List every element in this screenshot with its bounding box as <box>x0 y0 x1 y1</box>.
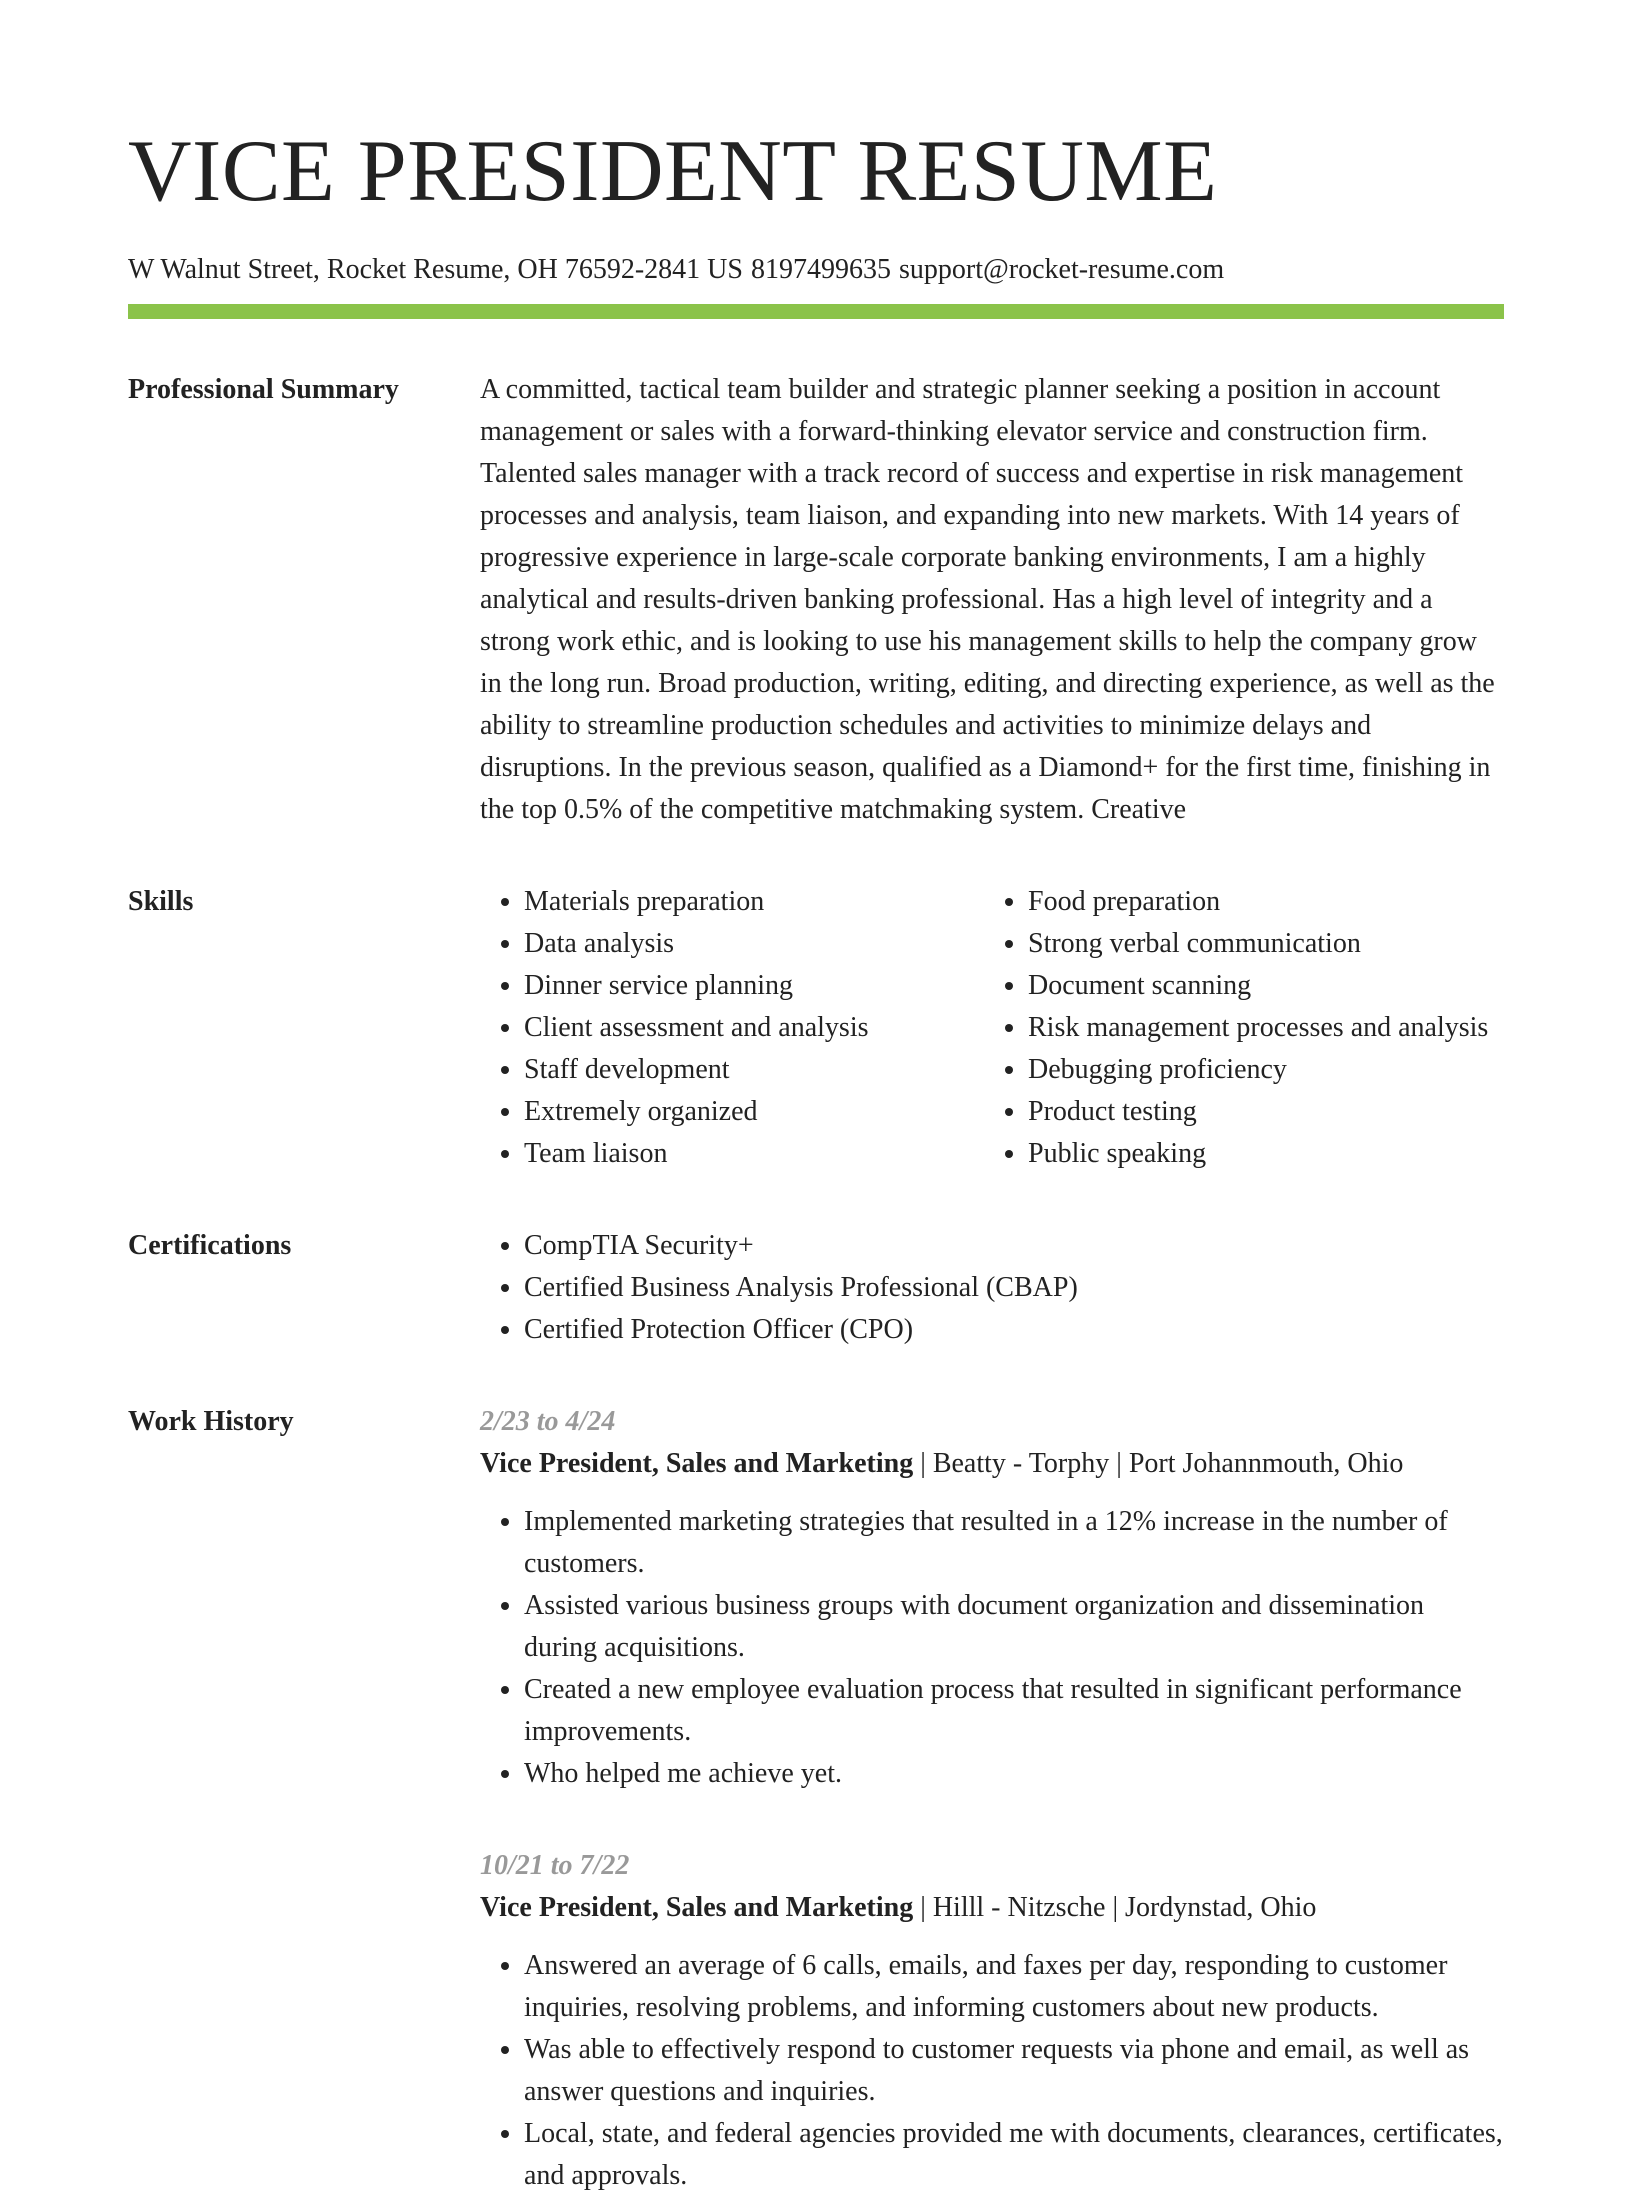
job-dates: 2/23 to 4/24 <box>480 1406 616 1437</box>
resume-page <box>128 0 1504 2197</box>
skill-item: • Team liaison <box>524 1133 984 1175</box>
skill-item: • Document scanning <box>1028 965 1504 1007</box>
job-entry <box>480 1845 1504 2197</box>
skills-list-right <box>984 881 1504 1175</box>
summary-section <box>128 369 1504 831</box>
skill-item: • Debugging proficiency <box>1028 1049 1504 1091</box>
skill-item: • Food preparation <box>1028 881 1504 923</box>
job-bullet: • Was able to effectively respond to customer requests via phone and email, as well as answer questions and inquiries. <box>524 2029 1504 2113</box>
separator: | <box>920 1448 933 1479</box>
job-bullet: • Assisted various business groups with document organization and dissemination during acquisitions. <box>524 1585 1504 1669</box>
job-entry <box>480 1401 1504 1795</box>
contact-address: W Walnut Street, Rocket Resume, OH 76592-2841 US <box>128 254 743 285</box>
summary-heading: Professional Summary <box>128 374 399 405</box>
summary-text: A committed, tactical team builder and strategic planner seeking a position in account management or sales with a forward-thinking elevator service and construction firm. Talented sales manager with a track record of success and expertise in risk management processes and analysis, team liaison, and expanding into new markets. With 14 years of progressive experience in large-scale corporate banking environments, I am a highly analytical and results-driven banking professional. Has a high level of integrity and a strong work ethic, and is looking to use his management skills to help the company grow in the long run. Broad production, writing, editing, and directing experience, as well as the ability to streamline production schedules and activities to minimize delays and disruptions. In the previous season, qualified as a Diamond+ for the first time, finishing in the top 0.5% of the competitive matchmaking system. Creative <box>480 374 1495 825</box>
job-heading <box>480 1443 1504 1485</box>
skill-item: • Data analysis <box>524 923 984 965</box>
job-bullets <box>480 1501 1504 1795</box>
skill-item: • Dinner service planning <box>524 965 984 1007</box>
job-heading <box>480 1887 1504 1929</box>
skill-item: • Public speaking <box>1028 1133 1504 1175</box>
skills-heading: Skills <box>128 886 194 917</box>
contact-line <box>128 250 1504 290</box>
separator: | <box>1105 1892 1126 1923</box>
skill-item: • Client assessment and analysis <box>524 1007 984 1049</box>
job-company: Hilll - Nitzsche <box>932 1892 1106 1923</box>
certifications-list <box>480 1225 1504 1351</box>
contact-phone: 8197499635 <box>750 254 891 285</box>
skills-grid <box>480 881 1504 1175</box>
skill-item: • Product testing <box>1028 1091 1504 1133</box>
job-bullets <box>480 1945 1504 2197</box>
job-bullet: • Created a new employee evaluation process that resulted in significant performance improvements. <box>524 1669 1504 1753</box>
resume-title: VICE PRESIDENT RESUME <box>128 123 1218 220</box>
certification-item: • Certified Protection Officer (CPO) <box>524 1309 1504 1351</box>
skill-item: • Strong verbal communication <box>1028 923 1504 965</box>
job-location: Jordynstad, Ohio <box>1125 1892 1317 1923</box>
job-company: Beatty - Torphy <box>932 1448 1110 1479</box>
work-history-heading: Work History <box>128 1406 294 1437</box>
contact-email: support@rocket-resume.com <box>898 254 1225 285</box>
skill-item: • Extremely organized <box>524 1091 984 1133</box>
skill-item: • Staff development <box>524 1049 984 1091</box>
skills-section <box>128 881 1504 1175</box>
skill-item: • Risk management processes and analysis <box>1028 1007 1504 1049</box>
job-dates: 10/21 to 7/22 <box>480 1850 630 1881</box>
header-divider <box>128 304 1504 319</box>
certification-item: • CompTIA Security+ <box>524 1225 1504 1267</box>
separator: | <box>1109 1448 1129 1479</box>
work-history-section <box>128 1401 1504 2197</box>
certifications-heading: Certifications <box>128 1230 292 1261</box>
skills-list-left <box>480 881 984 1175</box>
certifications-section <box>128 1225 1504 1351</box>
job-title: Vice President, Sales and Marketing <box>480 1448 914 1479</box>
separator: | <box>920 1892 933 1923</box>
job-bullet: • Implemented marketing strategies that resulted in a 12% increase in the number of customers. <box>524 1501 1504 1585</box>
job-bullet: • Answered an average of 6 calls, emails, and faxes per day, responding to customer inquiries, resolving problems, and informing customers about new products. <box>524 1945 1504 2029</box>
job-bullet: • Who helped me achieve yet. <box>524 1753 1504 1795</box>
certification-item: • Certified Business Analysis Professional (CBAP) <box>524 1267 1504 1309</box>
job-bullet: • Local, state, and federal agencies provided me with documents, clearances, certificates, and approvals. <box>524 2113 1504 2197</box>
skill-item: • Materials preparation <box>524 881 984 923</box>
job-location: Port Johannmouth, Ohio <box>1128 1448 1404 1479</box>
job-title: Vice President, Sales and Marketing <box>480 1892 914 1923</box>
